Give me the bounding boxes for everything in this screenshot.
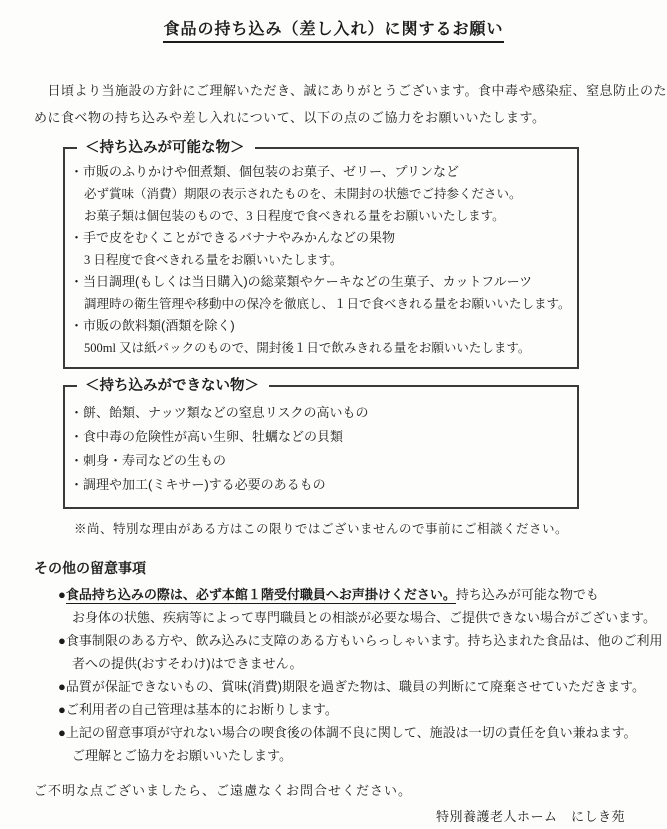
- contact-note: ご不明な点ございましたら、ご遠慮なくお問合せください。: [34, 783, 413, 798]
- list-item: [58, 698, 667, 721]
- allowed-item: ・当日調理(もしくは当日購入)の総菜類やケーキなどの生菓子、カットフルーツ: [70, 274, 533, 289]
- allowed-item: ・市販の飲料類(酒類を除く): [70, 318, 235, 333]
- denied-item: ・調理や加工(ミキサー)する必要のあるもの: [70, 477, 326, 492]
- list-item: [58, 675, 667, 698]
- bullet-marker: ●: [58, 633, 66, 648]
- allowed-item: ・手で皮をむくことができるバナナやみかんなどの果物: [70, 230, 396, 245]
- allowed-item: ・市販のふりかけや佃煮類、個包装のお菓子、ゼリー、プリンなど: [70, 164, 459, 179]
- bullet-line: [58, 629, 667, 652]
- title-row: [0, 0, 667, 43]
- bullet-marker: ●: [58, 679, 66, 694]
- allowed-item-note: 500ml 又は紙パックのもので、開封後１日で飲みきれる量をお願いいたします。: [84, 341, 531, 355]
- bullet-line: 者への提供(おすそわけ)はできません。: [72, 656, 303, 671]
- denied-item: ・刺身・寿司などの生もの: [70, 453, 227, 468]
- bullet-marker: ●: [58, 702, 66, 717]
- allowed-item-note: 3 日程度で食べきれる量をお願いいたします。: [84, 253, 343, 267]
- bullet-line: ご理解とご協力をお願いいたします。: [72, 748, 292, 763]
- intro-paragraph: [34, 77, 667, 131]
- bullet-text: 持ち込みが可能な物でも: [455, 587, 599, 602]
- list-item: [58, 583, 667, 629]
- allowed-item-note: お菓子類は個包装のもので、3 日程度で食べきれる量をお願いいたします。: [84, 209, 505, 223]
- intro-line: めに食べ物の持ち込みや差し入れについて、以下の点のご協力をお願いいたします。: [34, 110, 546, 125]
- bullet-text: 上記の留意事項が守れない場合の喫食後の体調不良に関して、施設は一切の責任を負い兼ねます。: [65, 725, 637, 740]
- allowed-item-note: 必ず賞味（消費）期限の表示されたものを、未開封の状態でご持参ください。: [84, 187, 522, 201]
- bullet-marker: ●: [58, 587, 66, 602]
- facility-signature: 特別養護老人ホーム にしき苑: [435, 809, 625, 824]
- denied-box-heading: ＜持ち込みができない物＞: [77, 377, 269, 395]
- allowed-box-heading: ＜持ち込みが可能な物＞: [77, 139, 255, 157]
- bullet-text: ご利用者の自己管理は基本的にお断りします。: [65, 702, 338, 717]
- other-notes-list: [58, 583, 667, 767]
- other-notes-heading: その他の留意事項: [34, 560, 146, 576]
- allowed-item-note: 調理時の衛生管理や移動中の保冷を徹底し、１日で食べきれる量をお願いいたします。: [84, 297, 571, 311]
- bullet-line: [58, 583, 667, 606]
- bullet-line: [58, 721, 667, 744]
- denied-item: ・餅、飴類、ナッツ類などの窒息リスクの高いもの: [70, 405, 369, 420]
- bullet-text: 食事制限のある方や、飲み込みに支障のある方もいらっしゃいます。持ち込まれた食品は、他のご利用: [65, 633, 663, 648]
- bullet-line: [58, 675, 667, 698]
- bullet-emphasis: 食品持ち込みの際は、必ず本館１階受付職員へお声掛けください。: [65, 587, 456, 602]
- allowed-items-box: [63, 140, 579, 369]
- denied-item: ・食中毒の危険性が高い生卵、牡蠣などの貝類: [70, 429, 344, 444]
- bullet-line: [58, 698, 667, 721]
- denied-items-box: [63, 378, 579, 509]
- page-title: 食品の持ち込み（差し入れ）に関するお願い: [163, 16, 503, 43]
- bullet-text: 品質が保証できないもの、賞味(消費)期限を過ぎた物は、職員の判断にて廃棄させていただきます。: [65, 679, 645, 694]
- list-item: [58, 721, 667, 767]
- bullet-marker: ●: [58, 725, 66, 740]
- exception-note: ※尚、特別な理由がある方はこの限りではございませんので事前にご相談ください。: [74, 522, 569, 536]
- intro-line: 日頃より当施設の方針にご理解いただき、誠にありがとうございます。食中毒や感染症、窒息防止のた: [34, 83, 667, 98]
- bullet-line: お身体の状態、疾病等によって専門職員との相談が必要な場合、ご提供できない場合がございます。: [72, 610, 656, 625]
- list-item: [58, 629, 667, 675]
